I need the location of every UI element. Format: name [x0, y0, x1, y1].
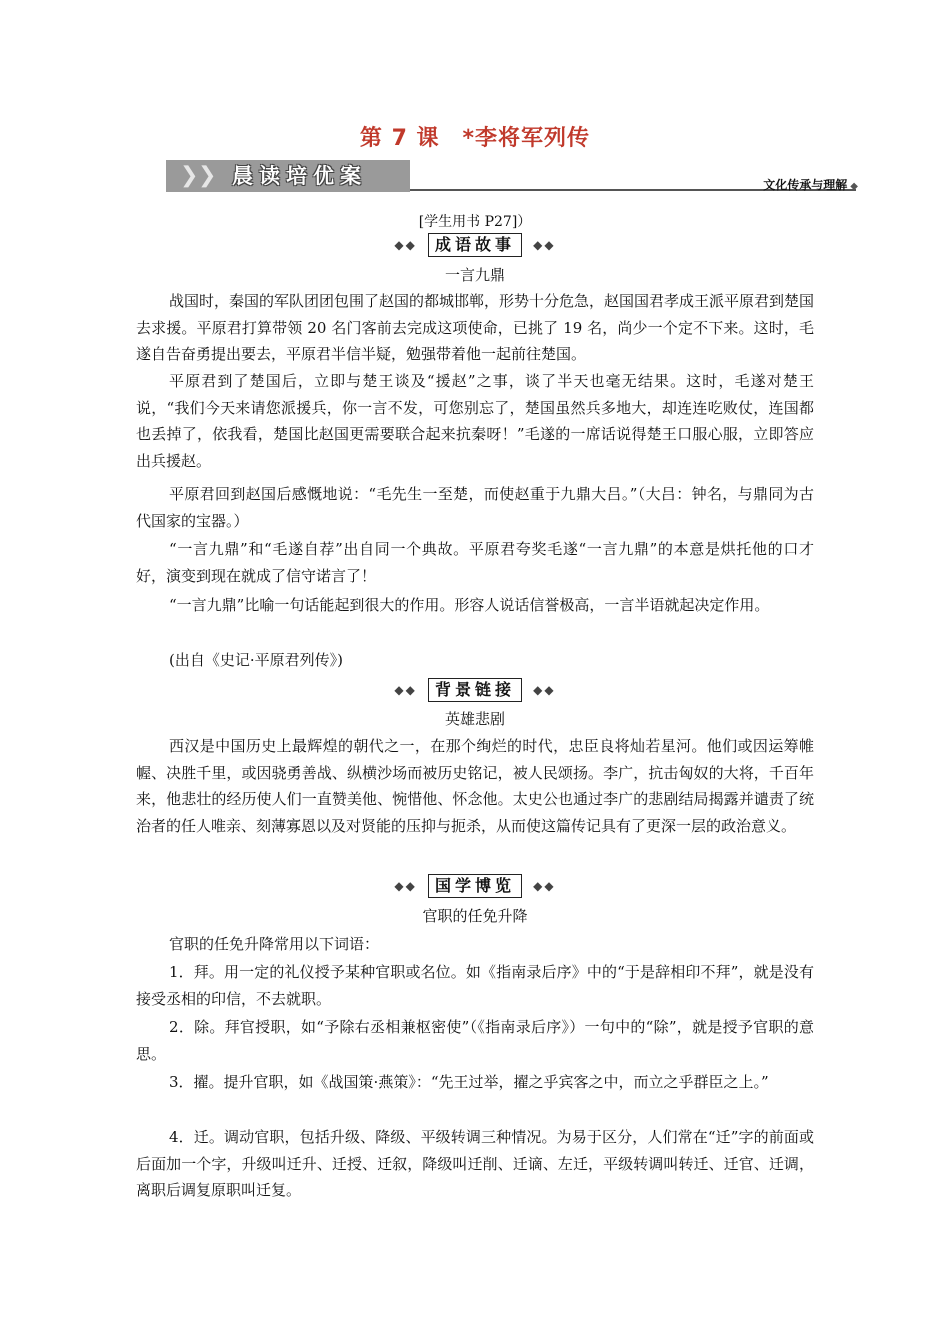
list-item: 4．迁。调动官职，包括升级、降级、平级转调三种情况。为易于区分，人们常在“迁”字的前面或后面加一个字，升级叫迁升、迁授、迁叙，降级叫迁削、迁谪、左迁，平级转调叫转迁、迁官、迁调，离职后调复原职叫迁复。	[136, 1128, 814, 1199]
section-heading-classics	[0, 874, 950, 900]
diamond-icon: ◆◆	[394, 238, 417, 252]
banner-right-text: 文化传承与理解	[763, 178, 848, 192]
section-heading-idioms	[0, 233, 950, 259]
section-subtitle: 英雄悲剧	[444, 710, 505, 728]
paragraph: 官职的任免升降常用以下词语：	[169, 935, 380, 953]
paragraph: “一言九鼎”和“毛遂自荐”出自同一个典故。平原君夸奖毛遂“一言九鼎”的本意是烘托他的口才好，演变到现在就成了信守诺言了！	[136, 540, 814, 585]
diamond-icon: ◆◆	[533, 683, 556, 697]
list-item: 2．除。拜官授职，如“予除右丞相兼枢密使”（《指南录后序》）一句中的“除”，就是授予官职的意思。	[136, 1018, 814, 1063]
section-heading-label: 成语故事	[428, 233, 522, 257]
diamond-icon: ◆◆	[394, 879, 417, 893]
section-subtitle: 一言九鼎	[444, 266, 505, 284]
banner-label: 晨读培优案	[232, 164, 367, 188]
diamond-icon: ◆	[850, 181, 858, 192]
section-heading-background	[0, 678, 950, 704]
lesson-title: 第 7 课 *李将军列传	[359, 126, 591, 151]
chevron-right-icon: ❯	[180, 163, 199, 188]
section-banner	[166, 160, 410, 192]
paragraph: “一言九鼎”比喻一句话能起到很大的作用。形容人说话信誉极高，一言半语就起决定作用。	[169, 596, 770, 614]
section-heading-label: 背景链接	[428, 678, 522, 702]
banner-right-label	[763, 176, 858, 193]
chevron-right-icon: ❯	[198, 163, 217, 188]
list-item: 1．拜。用一定的礼仪授予某种官职或名位。如《指南录后序》中的“于是辞相印不拜”，就是没有接受丞相的印信，不去就职。	[136, 963, 814, 1008]
diamond-icon: ◆◆	[533, 879, 556, 893]
book-reference: [学生用书 P27]）	[418, 214, 532, 230]
diamond-icon: ◆◆	[394, 683, 417, 697]
paragraph: 战国时，秦国的军队团团包围了赵国的都城邯郸，形势十分危急，赵国国君孝成王派平原君到楚国去求援。平原君打算带领 20 名门客前去完成这项使命，已挑了 19 名，尚少一个定不下来。这时，毛遂自告奋勇提出要去，平原君半信半疑，勉强带着他一起前往楚国。	[136, 292, 815, 363]
section-heading-label: 国学博览	[428, 874, 522, 898]
list-item: 3．擢。提升官职，如《战国策·燕策》：“先王过举，擢之乎宾客之中，而立之乎群臣之上。”	[169, 1073, 769, 1091]
section-subtitle: 官职的任免升降	[422, 907, 528, 925]
diamond-icon: ◆◆	[533, 238, 556, 252]
paragraph: 平原君回到赵国后感慨地说：“毛先生一至楚，而使赵重于九鼎大吕。”（大吕：钟名，与鼎同为古代国家的宝器。）	[136, 485, 814, 530]
paragraph: 平原君到了楚国后，立即与楚王谈及“援赵”之事，谈了半天也毫无结果。这时，毛遂对楚王说，“我们今天来请您派援兵，你一言不发，可您别忘了，楚国虽然兵多地大，却连连吃败仗，连国都也丢掉了，依我看，楚国比赵国更需要联合起来抗秦呀！”毛遂的一席话说得楚王口服心服，立即答应出兵援赵。	[136, 372, 814, 470]
paragraph: 西汉是中国历史上最辉煌的朝代之一，在那个绚烂的时代，忠臣良将灿若星河。他们或因运筹帷幄、决胜千里，或因骁勇善战、纵横沙场而被历史铭记，被人民颂扬。李广，抗击匈奴的大将，千百年来，他悲壮的经历使人们一直赞美他、惋惜他、怀念他。太史公也通过李广的悲剧结局揭露并谴责了统治者的任人唯亲、刻薄寡恩以及对贤能的压抑与扼杀，从而使这篇传记具有了更深一层的政治意义。	[136, 737, 814, 835]
source-note: (出自《史记·平原君列传》)	[169, 651, 343, 669]
